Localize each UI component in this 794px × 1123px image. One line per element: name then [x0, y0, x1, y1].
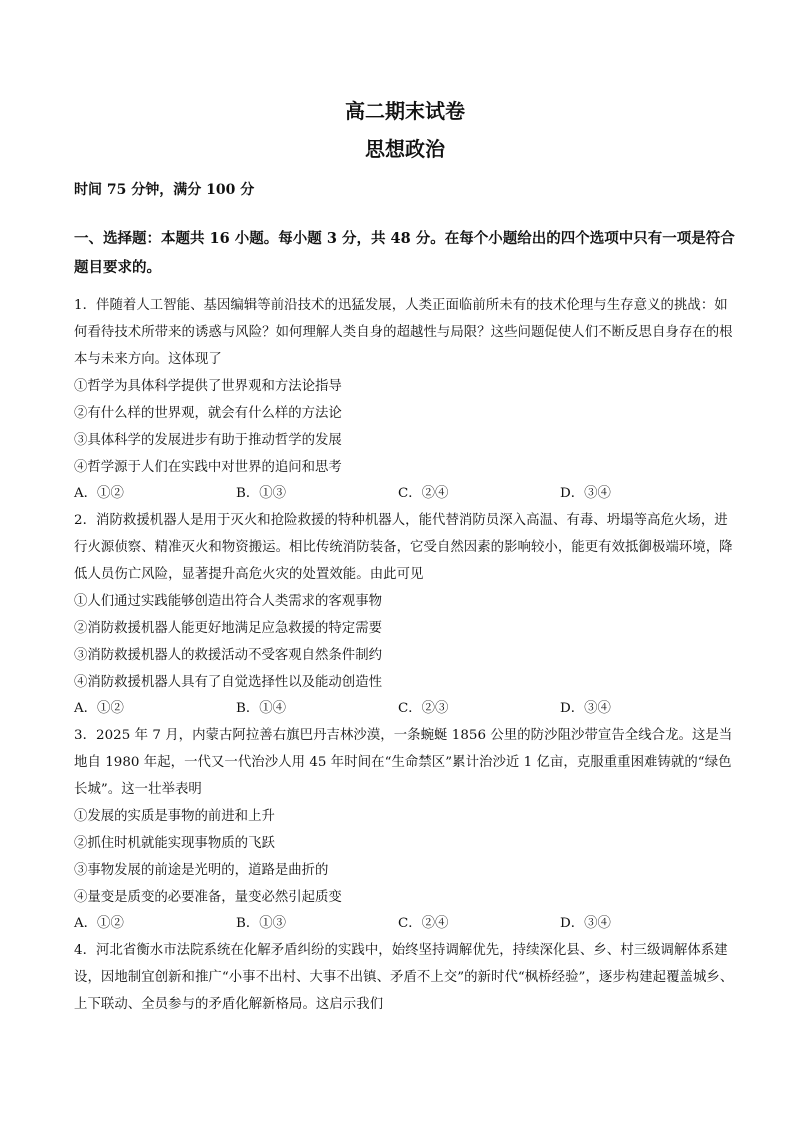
statement-option: ③具体科学的发展进步有助于推动哲学的发展 [74, 433, 342, 448]
question-stem: 3．2025 年 7 月，内蒙古阿拉善右旗巴丹吉林沙漠，一条蜿蜒 1856 公里的防沙阻沙带宣告全线合龙。这是当地自 1980 年起，一代又一代治沙人用 45 年时间在“生命禁区”累计治沙近 1 亿亩，克服重重困难铸就的“绿色长城”。这一壮举表明 [74, 728, 733, 797]
section-heading: 一、选择题：本题共 16 小题。每小题 3 分，共 48 分。在每个小题给出的四个选项中只有一项是符合题目要求的。 [74, 230, 735, 276]
question-stem: 1．伴随着人工智能、基因编辑等前沿技术的迅猛发展，人类正面临前所未有的技术伦理与生存意义的挑战：如何看待技术所带来的诱惑与风险？如何理解人类自身的超越性与局限？这些问题促使人们不断反思自身存在的根本与未来方向。这体现了 [74, 298, 733, 367]
choice-b: B．①③ [236, 486, 287, 501]
statement-option: ②有什么样的世界观，就会有什么样的方法论 [74, 406, 342, 421]
answer-choices [74, 696, 736, 722]
choice-d: D．③④ [560, 486, 611, 501]
statement-option: ①人们通过实践能够创造出符合人类需求的客观事物 [74, 594, 382, 609]
answer-choices [74, 481, 736, 507]
exam-time-score: 时间 75 分钟，满分 100 分 [74, 182, 255, 198]
choice-d: D．③④ [560, 701, 611, 716]
choice-c: C．②③ [398, 701, 449, 716]
choice-c: C．②④ [398, 486, 449, 501]
question-4 [74, 937, 736, 1018]
question-stem: 2．消防救援机器人是用于灭火和抢险救援的特种机器人，能代替消防员深入高温、有毒、坍塌等高危火场，进行火源侦察、精准灭火和物资搬运。相比传统消防装备，它受自然因素的影响较小，能更有效抵御极端环境，降低人员伤亡风险，显著提升高危火灾的处置效能。由此可见 [74, 513, 733, 582]
statement-option: ②消防救援机器人能更好地满足应急救援的特定需要 [74, 621, 382, 636]
choice-a: A．①② [74, 701, 124, 716]
choice-d: D．③④ [560, 916, 611, 931]
statement-option: ①哲学为具体科学提供了世界观和方法论指导 [74, 379, 342, 394]
question-3 [74, 722, 736, 937]
question-stem: 4．河北省衡水市法院系统在化解矛盾纠纷的实践中，始终坚持调解优先，持续深化县、乡、村三级调解体系建设，因地制宜创新和推广“小事不出村、大事不出镇、矛盾不上交”的新时代“枫桥经验”，逐步构建起覆盖城乡、上下联动、全员参与的矛盾化解新格局。这启示我们 [74, 943, 734, 1012]
choice-a: A．①② [74, 486, 124, 501]
statement-option: ②抓住时机就能实现事物质的飞跃 [74, 836, 275, 851]
choice-c: C．②④ [398, 916, 449, 931]
statement-option: ④量变是质变的必要准备，量变必然引起质变 [74, 890, 342, 905]
exam-title: 高二期末试卷 [345, 99, 465, 123]
choice-a: A．①② [74, 916, 124, 931]
statement-option: ④消防救援机器人具有了自觉选择性以及能动创造性 [74, 675, 382, 690]
choice-b: B．①④ [236, 701, 287, 716]
statement-option: ④哲学源于人们在实践中对世界的追问和思考 [74, 460, 342, 475]
choice-b: B．①③ [236, 916, 287, 931]
statement-option: ③消防救援机器人的救援活动不受客观自然条件制约 [74, 648, 382, 663]
question-1 [74, 292, 736, 507]
exam-subject: 思想政治 [365, 137, 445, 161]
answer-choices [74, 911, 736, 937]
question-2 [74, 507, 736, 722]
statement-option: ①发展的实质是事物的前进和上升 [74, 809, 275, 824]
statement-option: ③事物发展的前途是光明的，道路是曲折的 [74, 863, 329, 878]
